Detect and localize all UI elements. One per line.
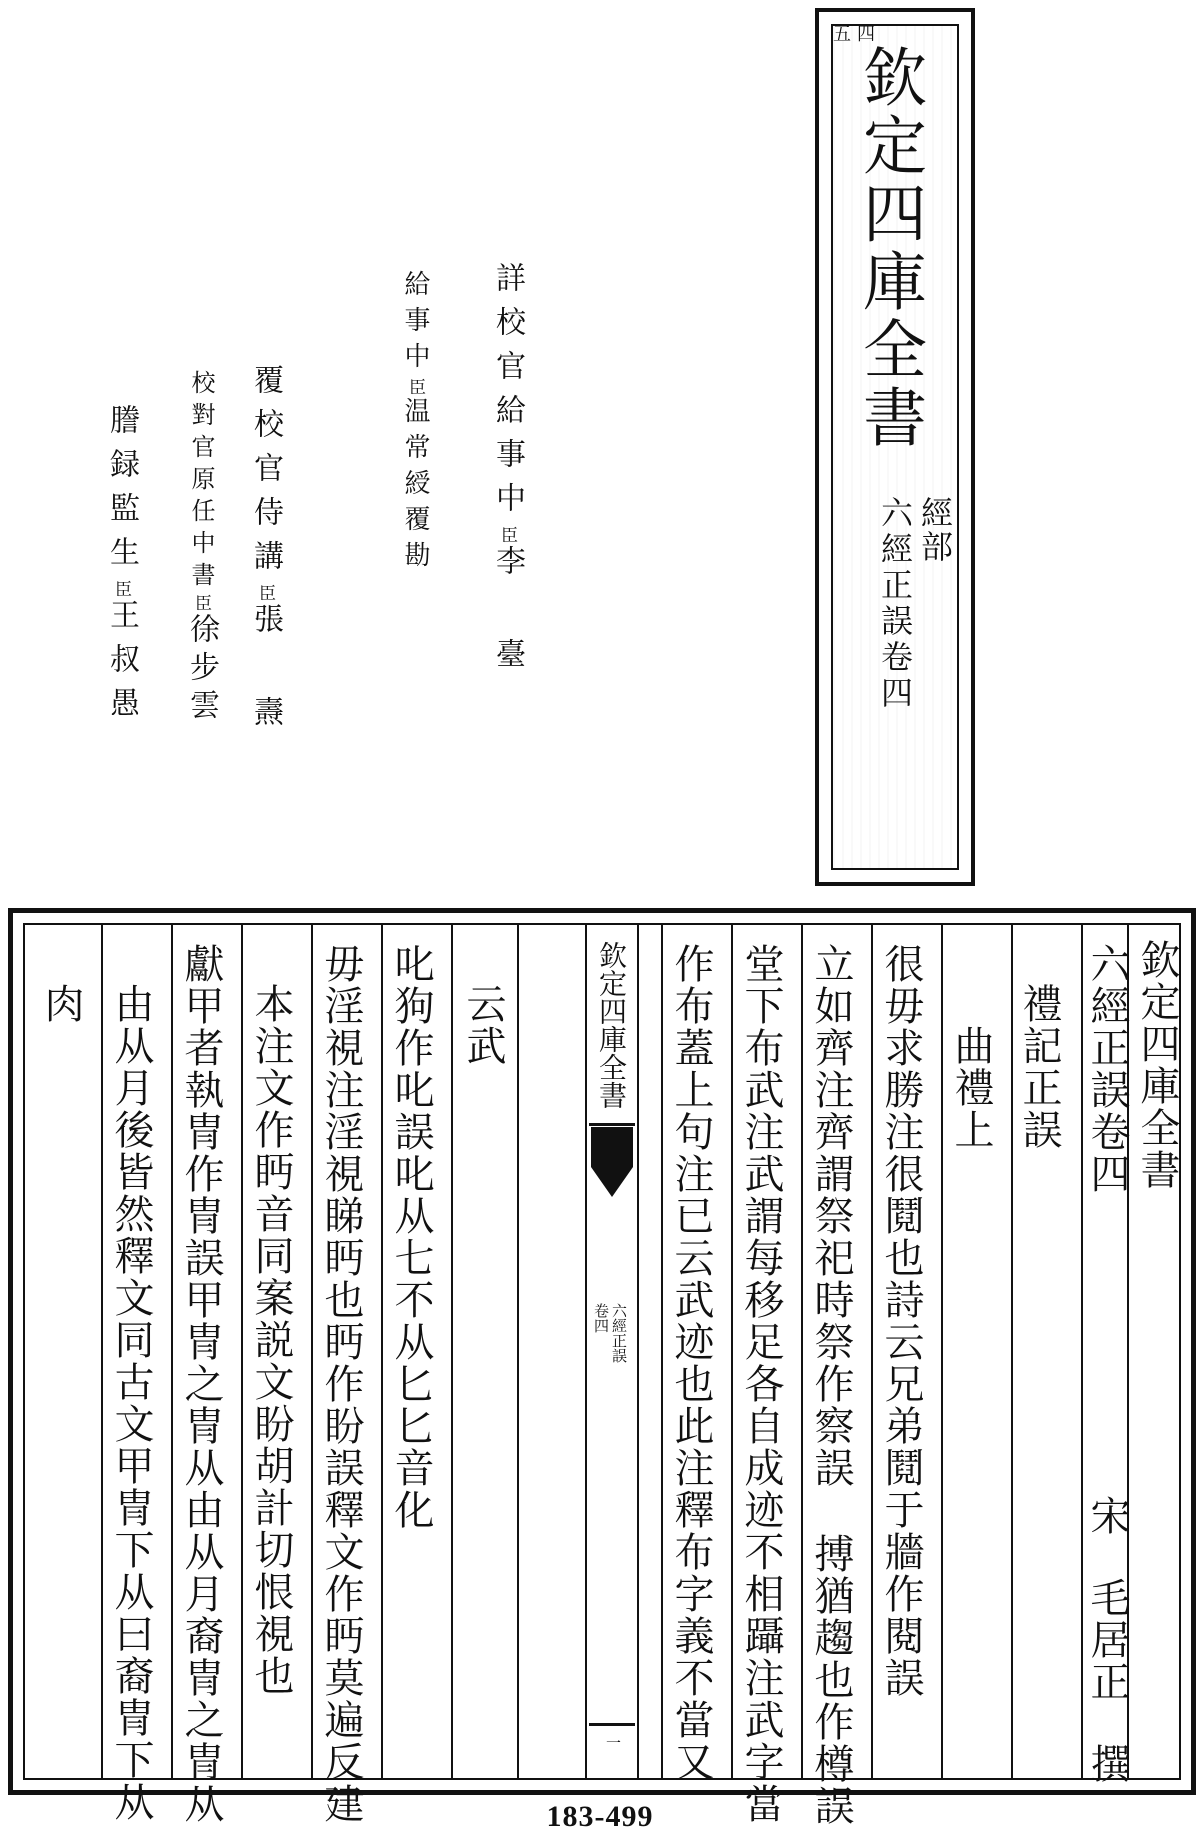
- fishtail-mark-icon: [591, 1127, 633, 1197]
- official-role: 校對官原任中書: [187, 370, 215, 594]
- column-rule: [1011, 925, 1013, 1778]
- official-name: 王叔愚: [104, 599, 139, 731]
- text-line: 作布蓋上句注已云武迹也此注釋布字義不當又: [668, 943, 714, 1783]
- fishtail-page: 一: [604, 1735, 622, 1750]
- official-jiaodui: [184, 370, 219, 727]
- author-suffix: 撰: [1084, 1743, 1130, 1785]
- official-role: 給事中: [400, 270, 430, 378]
- text-line: 堂下布武注武謂每移足各自成迹不相躡注武字當: [738, 943, 784, 1825]
- official-chen: 臣: [255, 584, 275, 603]
- title-slip-book: 六經正誤卷四: [876, 496, 914, 712]
- text-line: 本注文作眄音同案説文盼胡計切恨視也: [248, 983, 294, 1697]
- text-line: 毋淫視注淫視睇眄也眄作盼誤釋文作眄莫遍反建: [318, 943, 364, 1825]
- official-chen: 臣: [111, 580, 131, 599]
- title-slip-section: 經部: [916, 496, 954, 564]
- official-chen: 臣: [497, 526, 517, 545]
- official-fujiao: [248, 364, 283, 740]
- fishtail-header: 欽定四庫全書: [595, 941, 628, 1109]
- official-role: 詳校官給事中: [490, 262, 525, 526]
- chapter-title: 禮記正誤: [1016, 983, 1062, 1151]
- official-role: 謄録監生: [104, 404, 139, 580]
- text-line: 云武: [460, 983, 506, 1067]
- column-rule: [871, 925, 873, 1778]
- section-title: 曲禮上: [948, 1025, 994, 1151]
- title-slip: [815, 8, 975, 886]
- text-line: 獻甲者執冑作冑誤甲冑之冑从由从月裔冑之冑从: [178, 943, 224, 1825]
- column-rule: [941, 925, 943, 1778]
- dynasty: 宋: [1084, 1495, 1130, 1537]
- official-role: 覆校官侍講: [248, 364, 283, 584]
- fishtail-volume: 卷四: [592, 1303, 610, 1333]
- page-number: 183-499: [546, 1800, 654, 1833]
- fishtail-column: [585, 923, 639, 1778]
- column-rule: [451, 925, 453, 1778]
- title-slip-title: 欽定四庫全書: [852, 44, 926, 452]
- official-xiangjiao: [490, 262, 525, 682]
- fishtail-rule: [589, 1723, 635, 1726]
- official-tenglu: [104, 404, 139, 731]
- column-rule: [801, 925, 803, 1778]
- text-line: 肉: [38, 983, 84, 1025]
- column-rule: [731, 925, 733, 1778]
- title-slip-volume: 五: [833, 24, 851, 45]
- text-line: 很毋求勝注很鬩也詩云兄弟鬩于牆作閱誤: [878, 943, 924, 1699]
- page-header: 欽定四庫全書: [1134, 939, 1180, 1191]
- official-name: 徐步雲: [184, 613, 219, 727]
- author: 毛居正: [1084, 1577, 1130, 1703]
- text-line: 叱狗作叱誤叱从七不从匕匕音化: [388, 943, 434, 1531]
- official-name: 温常綬覆勘: [400, 397, 430, 577]
- official-chen: 臣: [191, 594, 211, 613]
- book-title-line: [1084, 943, 1130, 1785]
- column-rule: [241, 925, 243, 1778]
- column-rule: [1081, 925, 1083, 1778]
- book-title: 六經正誤卷四: [1084, 943, 1130, 1195]
- official-name: 李 臺: [490, 545, 525, 682]
- text-line: 由从月後皆然釋文同古文甲冑下从曰裔冑下从: [108, 983, 154, 1823]
- fishtail-book: 六經正誤: [610, 1303, 628, 1363]
- official-fukan: [402, 270, 428, 577]
- column-rule: [661, 925, 663, 1778]
- fishtail-rule: [589, 1123, 635, 1126]
- title-slip-volumes: [833, 26, 893, 46]
- title-slip-volume: 四: [857, 24, 875, 45]
- column-rule: [311, 925, 313, 1778]
- official-chen: 臣: [405, 378, 425, 397]
- title-slip-frame: [831, 24, 959, 870]
- official-name: 張 燾: [248, 603, 283, 740]
- column-rule: [101, 925, 103, 1778]
- column-rule: [381, 925, 383, 1778]
- column-rule: [171, 925, 173, 1778]
- column-rule: [517, 925, 519, 1778]
- text-line: 立如齊注齊謂祭祀時祭作察誤搏猶趨也作樽誤: [808, 943, 854, 1827]
